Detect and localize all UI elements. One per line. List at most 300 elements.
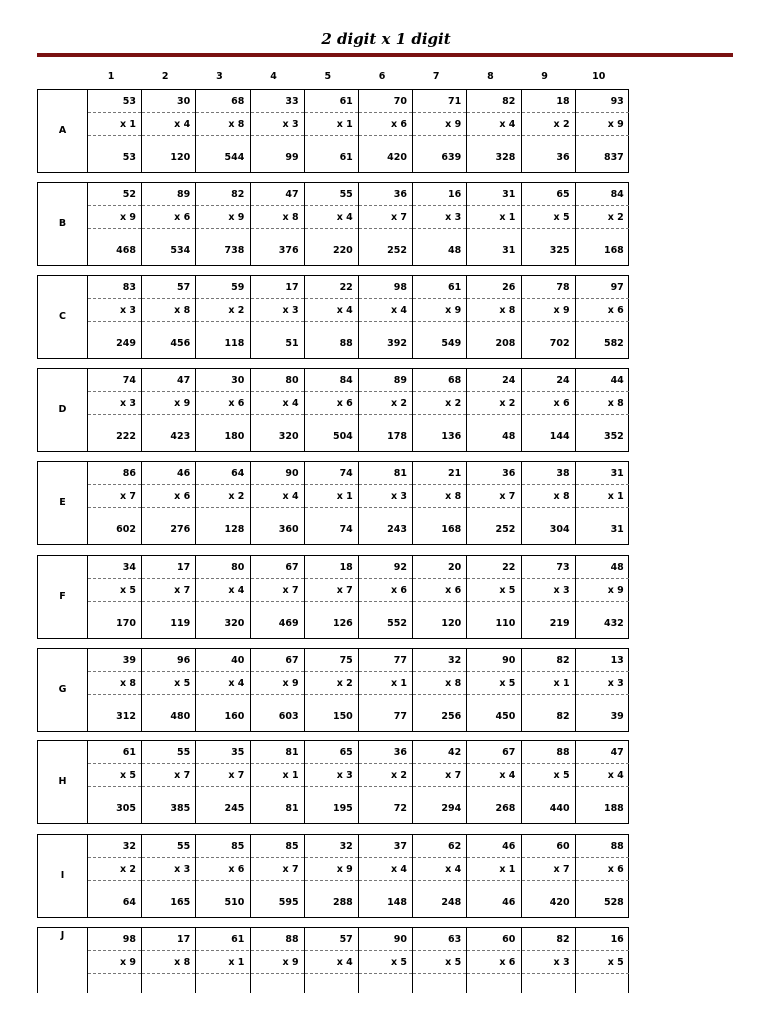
problem-cell <box>195 276 249 358</box>
column-header: 9 <box>541 71 548 82</box>
dashed-divider <box>413 414 466 415</box>
dashed-divider <box>522 484 575 485</box>
product-answer: 252 <box>495 524 516 535</box>
product-answer: 252 <box>387 245 407 256</box>
multiplier: x 7 <box>282 864 299 875</box>
multiplier: x 9 <box>282 678 299 689</box>
dashed-divider <box>359 484 412 485</box>
dashed-divider <box>522 601 575 602</box>
multiplier: x 7 <box>445 770 462 781</box>
dashed-divider <box>88 205 141 206</box>
multiplicand: 46 <box>176 468 191 479</box>
dashed-divider <box>522 391 575 392</box>
problem-grid <box>87 276 628 358</box>
multiplier: x 3 <box>553 957 570 968</box>
dashed-divider <box>413 857 466 858</box>
dashed-divider <box>142 950 195 951</box>
problem-cell <box>521 928 575 993</box>
product-answer: 468 <box>116 245 136 256</box>
problem-cell <box>141 369 195 451</box>
dashed-divider <box>88 298 141 299</box>
product-answer: 126 <box>332 618 353 629</box>
dashed-divider <box>413 786 466 787</box>
dashed-divider <box>522 973 575 974</box>
dashed-divider <box>359 391 412 392</box>
problem-cell <box>304 462 358 544</box>
multiplier: x 7 <box>390 212 407 223</box>
problem-grid <box>87 741 628 823</box>
dashed-divider <box>359 578 412 579</box>
dashed-divider <box>251 205 304 206</box>
dashed-divider <box>142 414 195 415</box>
multiplier: x 4 <box>336 957 353 968</box>
dashed-divider <box>251 880 304 881</box>
product-answer: 440 <box>549 803 570 814</box>
dashed-divider <box>251 391 304 392</box>
problem-row-block <box>37 89 629 173</box>
dashed-divider <box>576 321 629 322</box>
problem-cell <box>141 835 195 917</box>
multiplier: x 2 <box>607 212 624 223</box>
dashed-divider <box>522 671 575 672</box>
multiplier: x 8 <box>607 398 624 409</box>
product-answer: 549 <box>441 338 462 349</box>
multiplicand: 88 <box>285 934 299 945</box>
dashed-divider <box>467 857 520 858</box>
product-answer: 88 <box>339 338 353 349</box>
dashed-divider <box>359 857 412 858</box>
product-answer: 432 <box>603 618 624 629</box>
column-header: 7 <box>432 71 440 82</box>
problem-cell <box>250 649 304 731</box>
multiplicand: 47 <box>176 375 191 386</box>
product-answer: 46 <box>502 897 516 908</box>
dashed-divider <box>88 763 141 764</box>
problem-cell <box>575 741 629 823</box>
dashed-divider <box>251 414 304 415</box>
multiplicand: 92 <box>393 562 407 573</box>
dashed-divider <box>359 601 412 602</box>
multiplier: x 9 <box>119 957 136 968</box>
multiplicand: 48 <box>610 562 624 573</box>
dashed-divider <box>251 950 304 951</box>
multiplicand: 67 <box>285 562 299 573</box>
dashed-divider <box>413 973 466 974</box>
problem-cell <box>466 90 520 172</box>
product-answer: 249 <box>116 338 136 349</box>
dashed-divider <box>305 321 358 322</box>
dashed-divider <box>576 786 629 787</box>
multiplier: x 6 <box>390 585 407 596</box>
dashed-divider <box>467 578 520 579</box>
problem-cell <box>195 928 249 993</box>
problem-cell <box>250 369 304 451</box>
dashed-divider <box>305 763 358 764</box>
dashed-divider <box>413 391 466 392</box>
multiplicand: 30 <box>176 96 191 107</box>
problem-cell <box>521 276 575 358</box>
dashed-divider <box>413 880 466 881</box>
problem-cell <box>412 369 466 451</box>
problem-row-block <box>37 648 629 732</box>
product-answer: 738 <box>224 245 245 256</box>
product-answer: 61 <box>339 152 353 163</box>
problem-cell <box>466 556 520 638</box>
dashed-divider <box>88 484 141 485</box>
multiplier: x 8 <box>445 678 462 689</box>
column-header: 2 <box>161 71 169 82</box>
multiplicand: 36 <box>393 189 407 200</box>
dashed-divider <box>196 763 249 764</box>
multiplicand: 17 <box>285 282 299 293</box>
dashed-divider <box>88 786 141 787</box>
product-answer: 178 <box>387 431 407 442</box>
dashed-divider <box>196 973 249 974</box>
dashed-divider <box>576 601 629 602</box>
multiplicand: 61 <box>339 96 353 107</box>
problem-cell <box>141 183 195 265</box>
multiplicand: 81 <box>393 468 407 479</box>
dashed-divider <box>522 763 575 764</box>
product-answer: 150 <box>332 711 353 722</box>
multiplicand: 96 <box>176 655 191 666</box>
problem-cell <box>87 462 141 544</box>
dashed-divider <box>467 950 520 951</box>
product-answer: 119 <box>170 618 191 629</box>
row-label: I <box>60 870 65 881</box>
multiplicand: 82 <box>231 189 245 200</box>
multiplier: x 4 <box>282 398 299 409</box>
problem-cell <box>250 276 304 358</box>
product-answer: 168 <box>603 245 624 256</box>
multiplicand: 65 <box>556 189 570 200</box>
dashed-divider <box>251 135 304 136</box>
multiplier: x 8 <box>228 119 245 130</box>
multiplier: x 1 <box>336 119 353 130</box>
dashed-divider <box>142 321 195 322</box>
multiplier: x 5 <box>390 957 407 968</box>
product-answer: 222 <box>116 431 136 442</box>
problem-row-block <box>37 461 629 545</box>
multiplier: x 5 <box>119 770 136 781</box>
product-answer: 504 <box>332 431 353 442</box>
problem-cell <box>575 369 629 451</box>
product-answer: 837 <box>603 152 624 163</box>
dashed-divider <box>142 857 195 858</box>
multiplier: x 1 <box>282 770 299 781</box>
multiplicand: 93 <box>610 96 624 107</box>
dashed-divider <box>251 973 304 974</box>
dashed-divider <box>142 135 195 136</box>
dashed-divider <box>359 786 412 787</box>
problem-cell <box>304 928 358 993</box>
product-answer: 582 <box>603 338 624 349</box>
product-answer: 165 <box>170 897 191 908</box>
dashed-divider <box>196 507 249 508</box>
multiplicand: 34 <box>122 562 136 573</box>
multiplier: x 6 <box>445 585 462 596</box>
problem-cell <box>250 183 304 265</box>
dashed-divider <box>413 112 466 113</box>
multiplicand: 47 <box>610 747 624 758</box>
dashed-divider <box>467 112 520 113</box>
dashed-divider <box>251 228 304 229</box>
problem-cell <box>304 556 358 638</box>
multiplicand: 65 <box>339 747 353 758</box>
problem-cell <box>575 183 629 265</box>
dashed-divider <box>522 507 575 508</box>
problem-cell <box>412 183 466 265</box>
dashed-divider <box>467 880 520 881</box>
dashed-divider <box>413 484 466 485</box>
problem-cell <box>250 741 304 823</box>
dashed-divider <box>413 578 466 579</box>
multiplier: x 2 <box>445 398 462 409</box>
product-answer: 51 <box>285 338 299 349</box>
multiplier: x 5 <box>445 957 462 968</box>
problem-cell <box>141 928 195 993</box>
multiplicand: 35 <box>231 747 245 758</box>
column-header: 3 <box>216 71 223 82</box>
dashed-divider <box>413 228 466 229</box>
dashed-divider <box>88 973 141 974</box>
multiplier: x 1 <box>499 212 516 223</box>
problem-row-block <box>37 834 629 918</box>
dashed-divider <box>305 786 358 787</box>
problem-cell <box>141 276 195 358</box>
problem-cell <box>575 928 629 993</box>
multiplier: x 9 <box>607 119 624 130</box>
multiplier: x 6 <box>174 491 191 502</box>
dashed-divider <box>88 112 141 113</box>
multiplicand: 13 <box>610 655 624 666</box>
product-answer: 220 <box>332 245 353 256</box>
dashed-divider <box>413 135 466 136</box>
product-answer: 304 <box>549 524 570 535</box>
multiplicand: 67 <box>502 747 516 758</box>
dashed-divider <box>88 228 141 229</box>
multiplicand: 80 <box>285 375 299 386</box>
product-answer: 136 <box>441 431 462 442</box>
dashed-divider <box>413 601 466 602</box>
multiplicand: 20 <box>447 562 462 573</box>
multiplicand: 39 <box>122 655 136 666</box>
product-answer: 423 <box>170 431 191 442</box>
multiplier: x 1 <box>390 678 407 689</box>
multiplicand: 74 <box>122 375 136 386</box>
dashed-divider <box>196 484 249 485</box>
problem-cell <box>141 462 195 544</box>
multiplier: x 9 <box>445 119 462 130</box>
multiplier: x 8 <box>553 491 570 502</box>
product-answer: 256 <box>441 711 462 722</box>
dashed-divider <box>576 694 629 695</box>
dashed-divider <box>576 484 629 485</box>
multiplicand: 68 <box>447 375 462 386</box>
problem-row-block <box>37 927 629 993</box>
dashed-divider <box>359 414 412 415</box>
multiplier: x 9 <box>336 864 353 875</box>
product-answer: 528 <box>603 897 624 908</box>
problem-cell <box>466 928 520 993</box>
dashed-divider <box>522 578 575 579</box>
row-label: G <box>58 684 67 695</box>
dashed-divider <box>196 414 249 415</box>
row-label: B <box>58 218 67 229</box>
multiplier: x 4 <box>336 212 353 223</box>
multiplicand: 61 <box>447 282 462 293</box>
dashed-divider <box>251 507 304 508</box>
dashed-divider <box>142 763 195 764</box>
multiplier: x 5 <box>607 957 624 968</box>
dashed-divider <box>576 763 629 764</box>
dashed-divider <box>467 391 520 392</box>
dashed-divider <box>359 228 412 229</box>
product-answer: 77 <box>393 711 407 722</box>
multiplicand: 84 <box>610 189 624 200</box>
product-answer: 31 <box>502 245 516 256</box>
product-answer: 160 <box>224 711 245 722</box>
multiplier: x 3 <box>553 585 570 596</box>
multiplicand: 17 <box>176 934 191 945</box>
problem-cell <box>304 276 358 358</box>
dashed-divider <box>467 694 520 695</box>
multiplier: x 4 <box>390 864 407 875</box>
problem-cell <box>575 556 629 638</box>
dashed-divider <box>467 228 520 229</box>
multiplicand: 77 <box>393 655 407 666</box>
product-answer: 188 <box>603 803 624 814</box>
multiplier: x 2 <box>228 491 245 502</box>
multiplicand: 32 <box>122 841 136 852</box>
dashed-divider <box>88 507 141 508</box>
multiplicand: 82 <box>556 655 570 666</box>
dashed-divider <box>413 694 466 695</box>
multiplier: x 6 <box>607 305 624 316</box>
column-headers <box>0 71 768 85</box>
dashed-divider <box>413 321 466 322</box>
multiplicand: 98 <box>393 282 407 293</box>
multiplier: x 2 <box>499 398 516 409</box>
multiplier: x 1 <box>228 957 245 968</box>
dashed-divider <box>305 857 358 858</box>
problem-grid <box>87 835 628 917</box>
multiplier: x 4 <box>174 119 191 130</box>
product-answer: 276 <box>170 524 191 535</box>
dashed-divider <box>576 298 629 299</box>
problem-row-block <box>37 182 629 266</box>
dashed-divider <box>305 228 358 229</box>
page-title: 2 digit x 1 digit <box>321 30 451 48</box>
problem-cell <box>466 183 520 265</box>
multiplicand: 55 <box>339 189 353 200</box>
multiplier: x 8 <box>499 305 516 316</box>
dashed-divider <box>576 228 629 229</box>
dashed-divider <box>522 298 575 299</box>
multiplier: x 3 <box>282 119 299 130</box>
dashed-divider <box>576 507 629 508</box>
dashed-divider <box>88 321 141 322</box>
multiplicand: 73 <box>556 562 570 573</box>
multiplier: x 3 <box>607 678 624 689</box>
problem-cell <box>195 556 249 638</box>
product-answer: 170 <box>116 618 136 629</box>
multiplicand: 88 <box>610 841 624 852</box>
dashed-divider <box>522 205 575 206</box>
multiplicand: 89 <box>176 189 191 200</box>
multiplicand: 22 <box>502 562 516 573</box>
dashed-divider <box>359 973 412 974</box>
problem-cell <box>195 649 249 731</box>
product-answer: 544 <box>224 152 245 163</box>
dashed-divider <box>142 228 195 229</box>
multiplier: x 1 <box>119 119 136 130</box>
multiplicand: 82 <box>502 96 516 107</box>
multiplier: x 6 <box>607 864 624 875</box>
multiplicand: 90 <box>502 655 516 666</box>
dashed-divider <box>359 950 412 951</box>
multiplier: x 4 <box>499 770 516 781</box>
problem-cell <box>141 741 195 823</box>
problem-row-block <box>37 740 629 824</box>
multiplier: x 1 <box>553 678 570 689</box>
dashed-divider <box>576 414 629 415</box>
dashed-divider <box>196 880 249 881</box>
multiplier: x 3 <box>445 212 462 223</box>
column-header: 8 <box>487 71 494 82</box>
multiplier: x 8 <box>174 305 191 316</box>
dashed-divider <box>251 671 304 672</box>
multiplicand: 75 <box>339 655 353 666</box>
multiplier: x 8 <box>174 957 191 968</box>
problem-cell <box>87 741 141 823</box>
dashed-divider <box>305 578 358 579</box>
problem-cell <box>358 649 412 731</box>
problem-grid <box>87 462 628 544</box>
multiplicand: 31 <box>502 189 516 200</box>
multiplicand: 84 <box>339 375 353 386</box>
multiplier: x 2 <box>390 770 407 781</box>
dashed-divider <box>522 857 575 858</box>
multiplier: x 5 <box>499 678 516 689</box>
multiplier: x 9 <box>174 398 191 409</box>
multiplicand: 24 <box>556 375 570 386</box>
multiplicand: 55 <box>176 747 191 758</box>
problem-cell <box>521 369 575 451</box>
multiplicand: 37 <box>393 841 407 852</box>
problem-cell <box>141 90 195 172</box>
dashed-divider <box>359 880 412 881</box>
row-label: H <box>58 776 67 787</box>
multiplier: x 6 <box>228 864 245 875</box>
multiplier: x 3 <box>336 770 353 781</box>
product-answer: 128 <box>224 524 245 535</box>
dashed-divider <box>251 857 304 858</box>
product-answer: 510 <box>224 897 245 908</box>
dashed-divider <box>196 391 249 392</box>
problem-cell <box>304 183 358 265</box>
problem-cell <box>87 369 141 451</box>
dashed-divider <box>142 507 195 508</box>
product-answer: 39 <box>610 711 624 722</box>
problem-cell <box>250 556 304 638</box>
dashed-divider <box>196 786 249 787</box>
problem-cell <box>412 835 466 917</box>
multiplier: x 2 <box>119 864 136 875</box>
multiplicand: 24 <box>502 375 516 386</box>
multiplicand: 57 <box>176 282 191 293</box>
multiplier: x 3 <box>390 491 407 502</box>
